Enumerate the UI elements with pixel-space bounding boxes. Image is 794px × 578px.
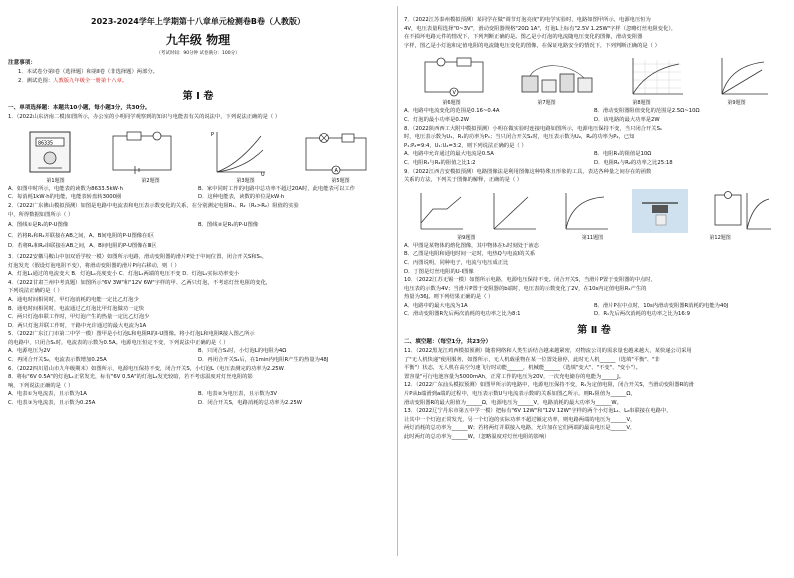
option-a: A．电表①为电流表，且示数为1A (8, 391, 87, 398)
question-4-text: 4．（2022甘肃兰州中考真题）如图所示"6V 3W"和"12V 6W"字样的甲、乙两只灯泡，不考虑灯丝电阻的变化， (8, 279, 272, 286)
figure-captions-1 (8, 178, 388, 185)
question-6-text: 响，下列说法正确的是（ ） (8, 382, 74, 389)
question-11-text: 置容量"可行电池容量为5000mAh，正常工作的电压为20V，一次充电储存的电能为______J。 (404, 373, 625, 380)
svg-text:A: A (334, 167, 339, 174)
svg-text:U: U (260, 171, 265, 176)
caption: 第9题图 (457, 234, 476, 241)
question-9-text: 关系的方法，下列关于图像的解释，正确的是（ ） (404, 177, 523, 184)
circuit-figure-12 (711, 189, 773, 233)
options-q5 (8, 356, 388, 365)
option-c: C．丙图说明，同种电子，电流与电压成正比 (404, 259, 509, 266)
question-12-text: 12．（2022广东汕头模拟预测）如图甲所示的电路中，电源电压保持不变，R₁为定值电阻，闭合开关S，当滑动变阻器R的滑 (404, 382, 694, 389)
question-1-text: 1．（2022山东济南二模)如图所示，办公室的小明同学观察到的知识与电能表有关的说法中，下列说法正确的是（ ） (8, 114, 281, 121)
option-d: D．该电路的最大功率是2W (594, 116, 660, 123)
circuit-figure-6 (419, 56, 489, 98)
question-6-text: 8．将标"6V 0.5A"的灯泡L₁正常发光，标有"6V 0.5A"的灯泡L₂发光较暗，若不考虑温度对灯丝电阻的影 (8, 374, 253, 381)
circuit-figure-5 (300, 130, 372, 176)
svg-text:P: P (210, 131, 214, 138)
option-d: D．再闭合开关S₂后，在1min内电阻R产生的热量为48J (198, 357, 329, 364)
question-11-text: 平衡"）状态，无人机在高空匀速飞行时动能______，机械能______（选填"变大"、"不变"、"变小"）。 (404, 365, 641, 372)
graph-bing-figure (560, 191, 610, 233)
caption: 第12题图 (709, 234, 731, 241)
option-c: C．灯泡的最小功率是0.2W (404, 116, 470, 123)
question-5-text: 5．（2022广东江门市第二中学一模）图甲是小灯泡L和电阻R的I-U图像。将小灯泡L和电阻R接入图乙所示 (8, 331, 255, 338)
question-10-text: 电压表的示数为4V；当滑片P置于变阻器的b端时，电压表的示数变化了2V，在10s内定值电阻R₁产生的 (404, 285, 647, 292)
question-7-text: 4V，电压表量程选择"0~3V"，滑动变阻器规格"20Ω 1A"，灯泡L上标有"2.5V 1.25W"字样（忽略灯丝电阻变化）， (404, 25, 677, 32)
notes-item (8, 77, 388, 86)
question-10-text: 热量为36J。则下列结果正确的是（ ） (404, 294, 494, 301)
options-q10 (404, 302, 784, 311)
figure-captions-3 (404, 235, 784, 242)
question-9-text: 9．（2022江西吉安模拟预测）电路图像法是利用图像这种特殊且形象的工具，表达各种量之间存在的函数 (404, 168, 652, 175)
electricity-meter-figure (24, 128, 76, 176)
question-4-text: 下列说法正确的是（ ） (8, 288, 63, 295)
notes-scope-value: 人教版九年级全一册第十八章。 (53, 77, 128, 84)
part2-title: 第 Ⅱ 卷 (577, 325, 611, 337)
option-b: B．图线②是R₁的P-U图像 (198, 222, 259, 229)
figure-row-3 (404, 187, 784, 233)
option-d: D．电阻R₁与R₂的功率之比25:18 (594, 159, 673, 166)
figure-row-2 (404, 52, 784, 98)
option-a: A．通电时间相同时，甲灯泡消耗的电能一定比乙灯泡少 (8, 296, 139, 303)
notes-item: 1．本试卷分第Ⅰ卷（选择题）和第Ⅱ卷（非选择题）两部分。 (18, 69, 158, 75)
option-a: A．电源电压为2V (8, 348, 51, 355)
caption: 第6题图 (442, 100, 461, 107)
options-q5 (8, 347, 388, 356)
option-c: C．电阻R₁与R₂的阻值之比1:2 (404, 159, 476, 166)
experiment-figure-7 (518, 56, 596, 98)
graph-jia-figure (415, 191, 465, 233)
circuit-figure-2 (107, 130, 177, 176)
option-b: B．滑片P在中点时，10s内滑动变阻器R消耗的电能为40J (594, 302, 729, 309)
caption: 第8题图 (632, 100, 651, 107)
caption: 第2题图 (141, 177, 160, 184)
options-q1 (8, 185, 388, 194)
question-7-text: 字样，图乙是小灯泡和定值电阻的电流随电压变化的图像，在保证电路安全的情况下，下列判断正确的是（ ） (404, 42, 660, 49)
drone-photo-figure (632, 189, 688, 233)
part1-title: 第 Ⅰ 卷 (182, 91, 214, 103)
question-5-text: 的电路中，只闭合S₁时，电流表的示数为0.5A。电源电压恒定不变，下列说法中正确的是（ ） (8, 339, 229, 346)
option-a: A．电路中的最大电流为1A (404, 302, 468, 309)
options-q1 (8, 193, 388, 202)
question-2-text: 中，所得数据如图所示（ ） (8, 211, 74, 218)
option-b: B．家中同时工作的电路中总功率不超过20A时，此电能表可以工作 (198, 185, 356, 192)
option-c: C．两只灯泡串联工作时，甲灯泡产生的热量一定比乙灯泡少 (8, 314, 150, 321)
option-row: A．灯泡L₁通过的电流变大 B．灯泡L₁亮度变小 C．灯泡L₁两端的电压不变 D．灯泡L₁实际功率变小 (8, 271, 240, 278)
options-q7 (404, 107, 784, 116)
caption: 第1题图 (46, 177, 65, 184)
svg-text:86335: 86335 (37, 140, 53, 147)
question-6-text: 6．（2022四川眉山市九年级期末）如图所示，电源电压保持不变，闭合开关S，小灯泡L（电压表测完的功率为2.25W (8, 365, 284, 372)
question-13-text: 两灯消耗的总功率为______W；若将两灯并联接入电路，允许加在它们两端的最高电压是______V， (404, 425, 636, 432)
option-d: D．闭合开关S，电路消耗的总功率为2.25W (198, 400, 302, 407)
option-d: D．这种电能表，读数的单位是kW·h (198, 194, 285, 201)
question-8-text: P₁:P₂=9:4，U₁:U₂=3:2，则下列说法正确的是（ ） (404, 142, 527, 149)
option-a: A．甲图是某物体的熔化图像，其中物体在t₁时刻处于液态 (404, 242, 539, 249)
caption: 第3题图 (236, 177, 255, 184)
question-8-text: 时，电压表示数为U₁，R₁的功率为P₁；当只闭合开关S₂时，电压表示数为U₂，R₂的功率为P₂，已知 (404, 134, 635, 141)
option-b: B．只闭合S₁时，小灯泡L的电阻为4Ω (198, 348, 287, 355)
exam-info: （考试时间：90分钟 试卷满分：100分） (156, 51, 240, 56)
exam-title: 2023-2024学年上学期第十八章单元检测卷B卷（人教版） (91, 17, 305, 26)
option-c: C．每消耗1kW·h的电能，电能表转盘转3000圈 (8, 194, 122, 201)
iu-graph-figure-9 (714, 56, 770, 98)
options-q7 (404, 116, 784, 125)
notes-scope-label: 2．测试范围： (18, 77, 54, 84)
figure-captions-2 (404, 100, 784, 107)
option-b: B．电表②为电压表，且示数为3V (198, 391, 277, 398)
option-b: B．滑动变阻器阻值变化的范围是2.5Ω~10Ω (594, 108, 700, 115)
question-3-text: 3．（2022安徽马鞍山中加双语学校一模）如图所示电路，滑动变阻器的滑片P处于中间位置，闭合开关S和S₁， (8, 253, 268, 260)
option-a: A．如图中时所示，电能表的读数为8633.5kW·h (8, 185, 123, 192)
option-d: D．两只灯泡并联工作时，干路中允许通过的最大电流为1A (8, 322, 147, 329)
question-13-text: 此时两灯的总功率为______W。（忽略温度对灯丝电阻的影响） (404, 434, 550, 440)
caption: 第7题图 (537, 100, 556, 107)
subject-title: 九年级 物理 (165, 33, 231, 47)
options-q6 (8, 399, 388, 408)
option-d: D．若将R₁和R₂串联接在AB之间，A、B间电阻的P-U图像在Ⅲ区 (8, 243, 157, 250)
question-11-text: 了"无人机快递"使用服务，如图所示，无人机载重物在某一位置处悬停，此时无人机______（选填"平衡"、"非 (404, 356, 660, 363)
question-3-text: 灯泡发光（假设灯泡电阻不变），将滑动变阻器的滑片P向右移动，则（ ） (8, 262, 180, 269)
notes-heading: 注意事项： (8, 60, 36, 66)
question-13-text: 让其中一个灯泡正常发光，另一个灯泡的实际功率不超过额定功率，则电路两端的电压为______V， (404, 416, 636, 423)
option-c: C．再闭合开关S₂，电流表示数增加0.25A (8, 357, 107, 364)
option-b: B．电阻R₁的阻值是10Ω (594, 151, 652, 158)
figure-row-1 (8, 124, 388, 176)
option-d: D．丁图是灯丝电阻的U-I图像 (404, 268, 474, 275)
option-a: A．电路中允许通过的最大电流是0.5A (404, 151, 494, 158)
caption: 第5题图 (331, 177, 350, 184)
option-b: B．乙图是电阻和通电时间一定时，电热Q与电流I的关系 (404, 251, 536, 258)
caption: 第11题图 (581, 234, 604, 241)
options-q8 (404, 150, 784, 159)
question-12-text: 滑动变阻器R的最大阻值为______Ω，电源电压为______V，电路消耗的最大功率为______W。 (404, 399, 622, 406)
options-q10 (404, 310, 784, 319)
options-q2 (8, 221, 388, 230)
question-2-text: 2．（2022广东佛山模拟预测）如图是电路中电流表和电压表示数变化的关系，在分别测定电阻R₁、R₂（R₁>R₂）阻值的实验 (8, 202, 299, 209)
option-c: C．滑动变阻器R先后两次消耗的电功率之比为8:1 (404, 311, 521, 318)
section1-heading: 一、单项选择题：本题共10小题，每小题3分，共30分。 (8, 105, 151, 112)
options-q8 (404, 159, 784, 168)
option-a: A．电路中电流变化的范围是0.16~0.4A (404, 108, 500, 115)
question-10-text: 10．（2022江苏无锡一模）如图所示电路，电源电压保持不变。闭合开关S，当滑片P置于变阻器的中点时， (404, 277, 656, 284)
question-11-text: 11．（2022黑龙江鸡西模拟预测）随着网络和人类生活结合越来越紧密，对物流公司的需求量也越来越大，某快递公司采用 (404, 348, 692, 355)
column-divider (397, 6, 398, 556)
option-d: D．R₁先后两次消耗的电功率之比为16:9 (594, 311, 690, 318)
question-8-text: 8．（2022陕西西工大附中模拟预测）小明在做实验时连接电路如图所示，电源电压保持不变，当只闭合开关S₁ (404, 125, 663, 132)
section2-heading: 二、填空题：（每空1分，共23分） (404, 339, 492, 346)
right-column (404, 0, 784, 578)
left-column (8, 0, 388, 562)
question-12-text: 片P从b端滑到a端的过程中，电压表示数U与电流表示数I的关系如图乙所示，则R₁阻值为______Ω， (404, 391, 636, 398)
caption: 第9题图 (727, 100, 746, 107)
option-c: C．若将R₁和R₂并联接在AB之间，A、B间电阻的P-U图像在Ⅰ区 (8, 232, 155, 239)
svg-text:V: V (452, 90, 456, 97)
option-a: A．图线①是R₁的P-U图像 (8, 222, 69, 229)
question-13-text: 13．（2022辽宁丹东市第五中学一模）把标有"6V 12W"和"12V 12W"字样的两个小灯泡L₁、L₂串联接在电路中， (404, 408, 672, 415)
question-7-text: 在不损坏电路元件的情况下，下列判断正确的是。图乙是小灯泡的电流随电压变化的图像，滑动变阻器 (404, 34, 643, 41)
pu-graph-figure-3 (209, 128, 269, 176)
option-b: B．通电时间相同时，电流通过乙灯泡比甲灯泡做功一定快 (8, 305, 145, 312)
graph-yi-figure (488, 191, 538, 233)
question-7-text: 7．（2022江苏泰州模拟预测）某同学在做"调节灯泡亮度"的电学实验时，电路如图甲所示，电源电压恒为 (404, 17, 651, 23)
iu-graph-figure-8 (625, 56, 685, 98)
option-c: C．电表③为电流表，且示数为0.25A (8, 400, 96, 407)
options-q6 (8, 390, 388, 399)
